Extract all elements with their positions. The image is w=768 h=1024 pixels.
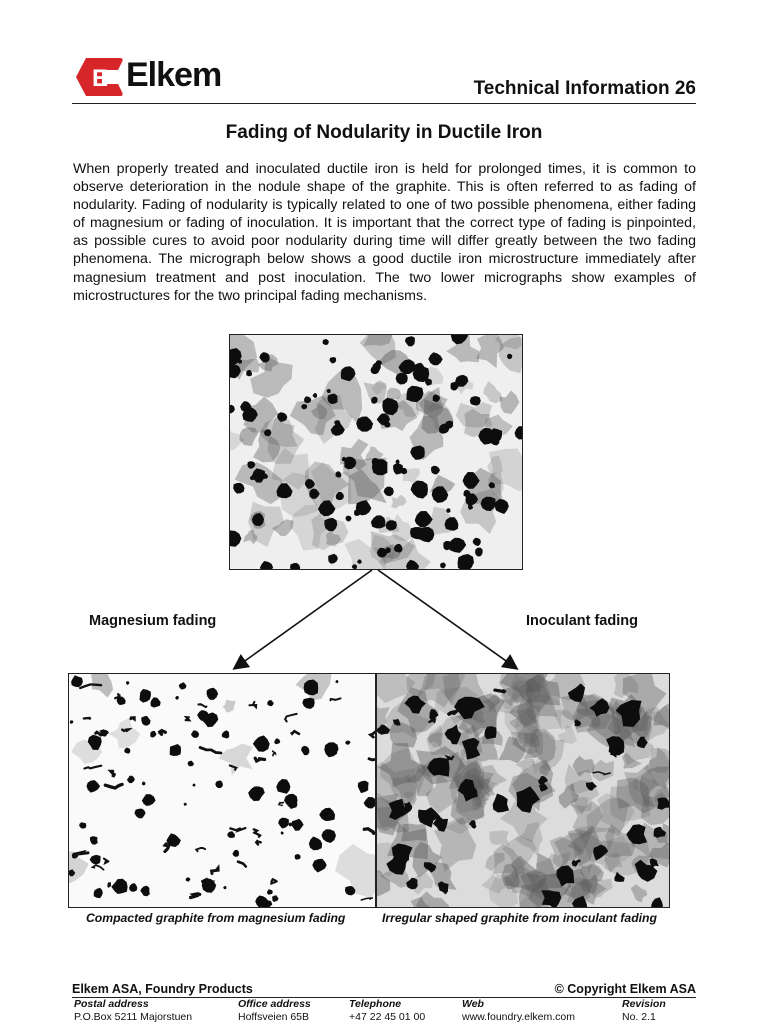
article-title: Fading of Nodularity in Ductile Iron bbox=[225, 122, 543, 143]
label-inoculant-fading: Inoculant fading bbox=[526, 613, 638, 629]
footer-web bbox=[462, 998, 575, 1023]
footer-copyright: © Copyright Elkem ASA bbox=[554, 982, 696, 996]
footer-telephone-value: +47 22 45 01 00 bbox=[349, 1011, 426, 1023]
micrograph-inoculant-image bbox=[377, 674, 669, 907]
label-magnesium-fading: Magnesium fading bbox=[89, 613, 217, 629]
footer-web-value: www.foundry.elkem.com bbox=[462, 1011, 576, 1023]
caption-inoculant: Irregular shaped graphite from inoculant fading bbox=[382, 911, 657, 925]
article-body: When properly treated and inoculated ductile iron is held for prolonged times, it is common to observe deterioration in the nodule shape of the graphite. This is often referred to as fading of nodularity. Fading of nodularity is typically related to one of two possible phenomena, either fading of magnesium or fading of inoculation. It is important that the correct type of fading is pinpointed, as possible cures to avoid poor nodularity during time will differ greatly between the two fading phenomena. The micrograph below shows a good ductile iron microstructure immediately after magnesium treatment and post inoculation. The two lower micrographs show examples of microstructures for the two principal fading mechanisms. bbox=[73, 161, 696, 304]
footer-revision bbox=[622, 998, 666, 1023]
footer-telephone-head: Telephone bbox=[349, 998, 402, 1010]
footer-office-value: Hoffsveien 65B bbox=[238, 1011, 310, 1023]
caption-magnesium: Compacted graphite from magnesium fading bbox=[86, 911, 346, 925]
document-title: Technical Information 26 bbox=[473, 78, 696, 99]
footer-company: Elkem ASA, Foundry Products bbox=[72, 982, 253, 996]
footer-postal-value: P.O.Box 5211 Majorstuen bbox=[74, 1011, 193, 1023]
micrograph-inoculant-fading bbox=[376, 673, 670, 908]
footer-office-head: Office address bbox=[238, 998, 311, 1010]
footer-revision-head: Revision bbox=[622, 998, 666, 1010]
arrow-left bbox=[235, 570, 372, 668]
micrograph-magnesium-image bbox=[69, 674, 375, 907]
footer-office bbox=[238, 998, 311, 1023]
micrograph-magnesium-fading bbox=[68, 673, 376, 908]
footer-postal-head: Postal address bbox=[74, 998, 149, 1010]
footer-telephone bbox=[349, 998, 425, 1023]
footer-revision-value: No. 2.1 bbox=[622, 1011, 656, 1023]
logo-wordmark: Elkem bbox=[126, 56, 222, 94]
arrow-right bbox=[378, 570, 516, 668]
footer-postal bbox=[74, 998, 192, 1023]
footer-web-head: Web bbox=[462, 998, 484, 1010]
logo-mark-letter: E bbox=[92, 65, 109, 92]
